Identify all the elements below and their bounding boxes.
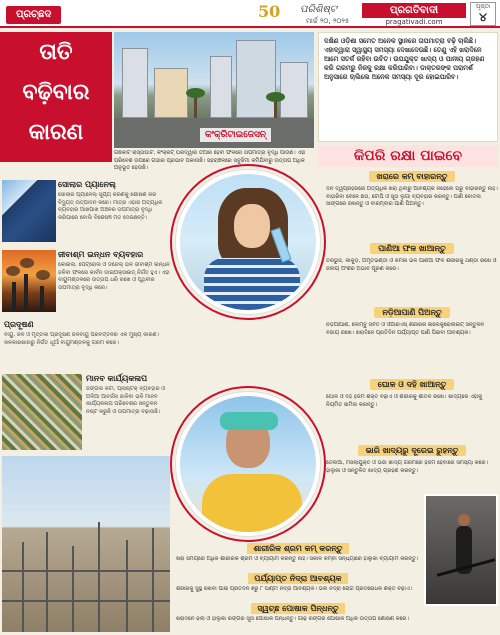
page-header [0,0,500,28]
anniversary-logo: 50 [258,2,281,21]
tip-text: ତେଲିଆ, ମସଲାଯୁକ୍ତ ଓ ଭଜା ଖାଦ୍ୟ ଗରମରେ ହଜମ ହେବାରେ ସମସ୍ୟା କରେ। ହାଲୁକା ଓ ସନ୍ତୁଳିତ ଖାଦ୍ୟ ଗ୍ରହଣ କରନ୍ତୁ। [326,460,488,474]
garbage-dump-photo [2,374,82,450]
solar-panel-photo [2,180,56,242]
chimney [24,274,28,312]
tip-heading: ନଡ଼ିଆପାଣି ପିଅନ୍ତୁ [330,308,494,321]
tip-heading: ଘୋଳ ଓ ଦହି ଖାଆନ୍ତୁ [330,380,494,393]
scaffold [98,522,100,632]
title-line-1: ତାତି [39,39,73,65]
scaffold-beam [2,600,170,602]
title-line-3: କାରଣ [28,119,84,145]
tip-heading: ସ୍ୱଚ୍ଛ ପୋଷାକ ପିନ୍ଧନ୍ତୁ [178,604,418,614]
building [280,62,308,118]
tip-heading: ପର୍ଯ୍ୟାପ୍ତ ନିଦ୍ରା ଆବଶ୍ୟକ [178,574,418,584]
city-photo [114,32,314,148]
checkered-shirt [204,258,300,314]
building [210,56,232,118]
page-label: ପୃଷ୍ଠା [475,3,491,10]
website: pragativadi.com [385,18,443,26]
building [122,48,148,118]
construction-site-photo [2,456,170,632]
woman-drinking-water-photo [176,170,320,314]
left-item-text: ସୋଲାର ପ୍ୟାନେଲ୍ ସୂର୍ଯ୍ୟ କିରଣକୁ ଶୋଷଣ କରି ବିଦ୍ୟୁତ୍ ଉତ୍ପାଦନ କରେ। ମାତ୍ର ଏହାର ଅତ୍ୟଧିକ ବ୍ୟବହାର ଆଖପାଖ ଅଞ୍ଚଳର ତାପମାତ୍ରା ବୃଦ୍ଧି କରିପାରେ ବୋଲି ବିଶେଷଜ୍ଞ ମତ ଦେଇଛନ୍ତି। [58,192,163,221]
towel [220,412,278,430]
left-item-text: ଜଙ୍ଗଲ କଟା, ପ୍ଲାଷ୍ଟିକ୍ ବ୍ୟବହାର ଓ ଅଳିଆ ଆବର୍ଜନା ଜାଳିବା ଭଳି ମାନବ କାର୍ଯ୍ୟକଳାପ ପରିବେଶର ସନ୍ତୁଳନ ନଷ୍ଟ କରୁଛି ଓ ତାପମାତ୍ରା ବଢ଼ାଉଛି। [86,386,166,415]
page-number-box [470,2,496,26]
tip-heading: ଶାରୀରିକ ଶ୍ରମ କମ୍ କରନ୍ତୁ [178,544,418,554]
smoke [20,258,34,268]
page-number: ୪ [479,10,487,24]
city-photo-caption: ଗଛକାଟି ରାସ୍ତାଘାଟ, କଂକ୍ରିଟ୍ ଘରଦ୍ୱାର ତିଆରି ହେବା ଫଳରେ ତାପମାତ୍ରା ବୃଦ୍ଧି ପାଉଛି। ଏହା ପରିବେଶ ଉପରେ ଗଭୀର ପ୍ରଭାବ ପକାଉଛି। ସହରାଞ୍ଚଳରେ ସବୁଜିମା କମିଯିବାରୁ ଉତ୍ତାପ ଅଧିକ ଅନୁଭୂତ ହେଉଛି। [114,150,306,172]
tip-text: ଘୋଳ ଓ ଦହି ହଜମ ଶକ୍ତି ବଢ଼ାଏ ଓ ଶରୀରକୁ ଶୀତଳ ରଖେ। ଖାଦ୍ୟରେ ଏହାକୁ ନିୟମିତ ସାମିଲ କରନ୍ତୁ। [326,394,483,408]
tip-text: ନଡ଼ିଆପାଣି, ଲେମ୍ବୁ ସର୍ବତ ଓ ଓଆରଏସ୍ ଶରୀରର ଇଲେକ୍ଟ୍ରୋଲାଇଟ୍ ସନ୍ତୁଳନ ବଜାୟ ରଖେ। ଖରାଦିନେ ପ୍ରତିଦିନ ପର୍ଯ୍ୟାପ୍ତ ପାଣି ପିଇବା ଆବଶ୍ୟକ। [326,322,485,336]
smoke [36,270,50,280]
tip-heading: ଭାରି ଖାଦ୍ୟରୁ ଦୂରେଇ ରୁହନ୍ତୁ [330,446,494,459]
left-item-heading: ଜୀବାଶ୍ମ ଇନ୍ଧନ ବ୍ୟବହାର [58,250,144,259]
scaffold [152,528,154,632]
factory-smoke-photo [2,250,56,312]
smoke [6,266,20,276]
left-item-text: କୋଇଲା, ପେଟ୍ରୋଲ ଓ ଡିଜେଲ୍ ଭଳି ଜୀବାଶ୍ମ ଇନ୍ଧନ ଜଳିବା ଫଳରେ କାର୍ବନ ଡାଇଅକ୍ସାଇଡ୍ ନିର୍ଗତ ହୁଏ। ଏହା ବାୟୁମଣ୍ଡଳରେ ଉତ୍ତାପ ଧରି ରଖେ ଓ ପୃଥିବୀର ତାପମାତ୍ରା ବୃଦ୍ଧି କରେ। [58,262,170,291]
chimney [40,286,44,312]
left-item-heading: ସୋଲାର ପ୍ୟାନେଲ୍ [58,180,116,189]
man-wiping-sweat-photo [176,392,320,536]
building [236,40,276,118]
scaffold [22,542,24,632]
tip-text: ତରଭୁଜ, କାକୁଡ଼ି, ଅମୃତଭଣ୍ଡା ଓ କମଳା ଭଳି ପାଣିଆ ଫଳ ଶରୀରକୁ ଥଣ୍ଡା ରଖେ ଓ ଜଳୀୟ ଅଂଶର ଅଭାବ ପୂରଣ କରେ। [326,258,497,272]
tip-text: ଶରୀରକୁ ସୁସ୍ଥ ରଖିବା ପାଇଁ ପ୍ରତିଦିନ ୭ରୁ ୮ ଘଣ୍ଟା ନିଦ୍ରା ଆବଶ୍ୟକ। ଭଲ ନିଦ୍ରା ରୋଗ ପ୍ରତିରୋଧକ ଶକ୍ତି ବଢ଼ାଏ। [176,586,413,592]
building [154,68,188,118]
left-item-text: ବାୟୁ, ଜଳ ଓ ମୃତ୍ତିକା ପ୍ରଦୂଷଣ ଜଳବାୟୁ ପରିବର୍ତ୍ତନର ଏକ ମୁଖ୍ୟ କାରଣ। କଳକାରଖାନାରୁ ନିର୍ଗତ ଧୂଆଁ ବାୟୁମଣ୍ଡଳକୁ ଗରମ କରେ। [4,332,159,346]
section-headline: କିପରି ରକ୍ଷା ପାଇବେ [318,145,498,167]
left-item-heading: ମାନବ କାର୍ଯ୍ୟକଳାପ [86,374,148,383]
tip-heading: ଖରାରେ କମ୍ ବାହାରନ୍ତୁ [330,172,494,185]
photo-caption-tag: କଂକ୍ରିଟାଇଜେସନ୍ [200,128,271,142]
intro-text: ଦକ୍ଷିଣ ଓଡ଼ିଶା ସମେତ ଅନେକ ସ୍ଥାନରେ ତାପମାତ୍ରା ବଢ଼ି ଚାଲିଛି। ଏହାଦ୍ୱାରା ସ୍ୱାସ୍ଥ୍ୟ ସମସ୍ୟା ଦେଖାଦେଉଛି। ତେଣୁ ଏହି ଖରାଦିନେ ଆମେ ସତର୍କ ରହିବା ଉଚିତ। ଉପଯୁକ୍ତ ଖାଦ୍ୟ ଓ ପାନୀୟ ଗ୍ରହଣ କରି ଗରମରୁ ନିଜକୁ ରକ୍ଷା କରିପାରିବା। ଡାକ୍ତରଙ୍କ ପରାମର୍ଶ ଅନୁସାରେ ଚାଲିଲେ ଅନେକ ସମସ୍ୟା ଦୂର ହୋଇପାରିବ। [318,32,498,142]
tip-text: ଖରା ସମୟରେ ଅଧିକ ଶାରୀରିକ ଶ୍ରମ ଓ ବ୍ୟାୟାମ କରନ୍ତୁ ନାହିଁ। ସକାଳ କିମ୍ବା ସନ୍ଧ୍ୟାରେ ହାଲୁକା ବ୍ୟାୟାମ କରନ୍ତୁ। [176,556,419,562]
feature-title [0,32,112,162]
face [234,204,270,248]
gym-battle-rope-photo [424,494,498,606]
brand-name: ପ୍ରଗତିବାଦୀ [362,3,466,18]
scaffold [72,546,74,632]
left-item-heading: ପ୍ରଦୂଷଣ [4,320,34,329]
section-tab: ପ୍ରଚ୍ଛଦ [6,6,61,24]
yellow-shirt [202,474,302,536]
tip-text: ଦିନ ଦ୍ୱିପ୍ରହରରେ ଅତ୍ୟଧିକ ଖରା ଥିବାରୁ ଆବଶ୍ୟକ ନହେଲେ ଘରୁ ବାହାରନ୍ତୁ ନାହିଁ। ବାହାରିବା ବେଳେ ଛତା, ଟୋପି ଓ ସୂତା ଲୁଗା ବ୍ୟବହାର କରନ୍ତୁ। ପାଣି ବୋତଲ ସାଙ୍ଗରେ ରଖନ୍ତୁ ଓ ବାରମ୍ବାର ପାଣି ପିଅନ୍ତୁ। [326,186,498,208]
scaffold-beam [2,570,170,572]
scaffold [46,532,48,632]
tip-heading: ପାଣିଆ ଫଳ ଖାଆନ୍ତୁ [330,244,494,257]
palm-tree [274,100,277,120]
palm-tree [194,96,197,120]
title-line-2: ବଢ଼ିବାର [22,79,90,105]
issue-date: ମାର୍ଚ୍ଚ ୨୦, ୨୦୨୫ [306,17,350,25]
tip-text: ଖରାଦିନେ ଢିଲା ଓ ହାଲୁକା ରଙ୍ଗର ସୂତା ପୋଷାକ ପିନ୍ଧନ୍ତୁ। ଗାଢ଼ ରଙ୍ଗର ପୋଷାକ ଅଧିକ ଉତ୍ତାପ ଶୋଷଣ କରେ। [176,616,409,622]
scaffold [126,540,128,632]
supplement-logo: ପରିଶିଷ୍ଟ [300,4,337,15]
chimney [12,282,16,312]
